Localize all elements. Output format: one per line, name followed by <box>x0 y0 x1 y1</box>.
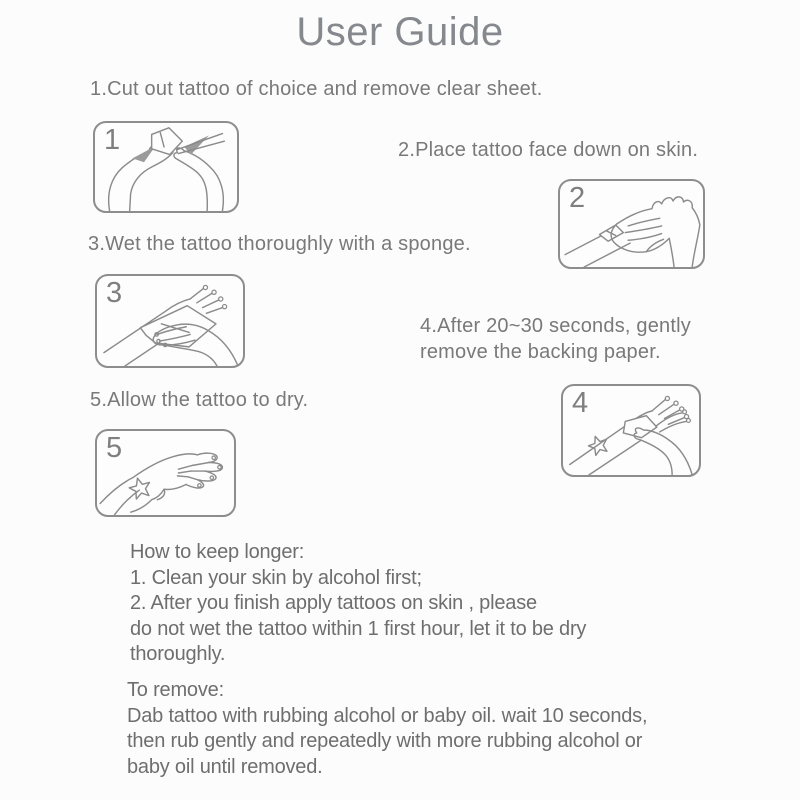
step-2-number: 2 <box>569 182 586 214</box>
step-4-number: 4 <box>572 387 589 419</box>
step-3-illustration-box <box>95 274 245 368</box>
step-2-illustration-box <box>558 179 705 269</box>
step-4-text-line-2: remove the backing paper. <box>420 341 661 363</box>
step-1-text: 1.Cut out tattoo of choice and remove clear sheet. <box>90 78 543 100</box>
step-4-illustration-box <box>561 384 701 477</box>
to-remove-line-2: then rub gently and repeatedly with more rubbing alcohol or <box>127 730 643 752</box>
keep-longer-line-4: thoroughly. <box>130 643 226 665</box>
step-2-text: 2.Place tattoo face down on skin. <box>398 139 699 161</box>
to-remove-section <box>127 678 647 780</box>
keep-longer-section <box>130 540 586 668</box>
step-4-text <box>420 313 691 365</box>
keep-longer-line-1: 1. Clean your skin by alcohol first; <box>130 566 422 589</box>
step-5-illustration-box <box>95 429 236 517</box>
keep-longer-line-2: 2. After you finish apply tattoos on skin , please <box>130 592 537 614</box>
step-4-text-line-1: 4.After 20~30 seconds, gently <box>420 315 691 337</box>
step-3-text: 3.Wet the tattoo thoroughly with a sponge. <box>88 233 471 255</box>
keep-longer-line-3: do not wet the tattoo within 1 first hour, let it to be dry <box>130 617 587 640</box>
to-remove-line-3: baby oil until removed. <box>127 755 323 778</box>
keep-longer-heading: How to keep longer: <box>130 541 305 563</box>
step-5-text: 5.Allow the tattoo to dry. <box>90 389 309 411</box>
to-remove-heading: To remove: <box>127 679 224 701</box>
step-3-number: 3 <box>106 277 123 309</box>
page-title: User Guide <box>296 10 504 54</box>
step-1-illustration-box <box>93 121 239 213</box>
to-remove-line-1: Dab tattoo with rubbing alcohol or baby oil. wait 10 seconds, <box>127 704 648 727</box>
step-5-number: 5 <box>106 432 123 464</box>
step-1-number: 1 <box>104 124 121 156</box>
